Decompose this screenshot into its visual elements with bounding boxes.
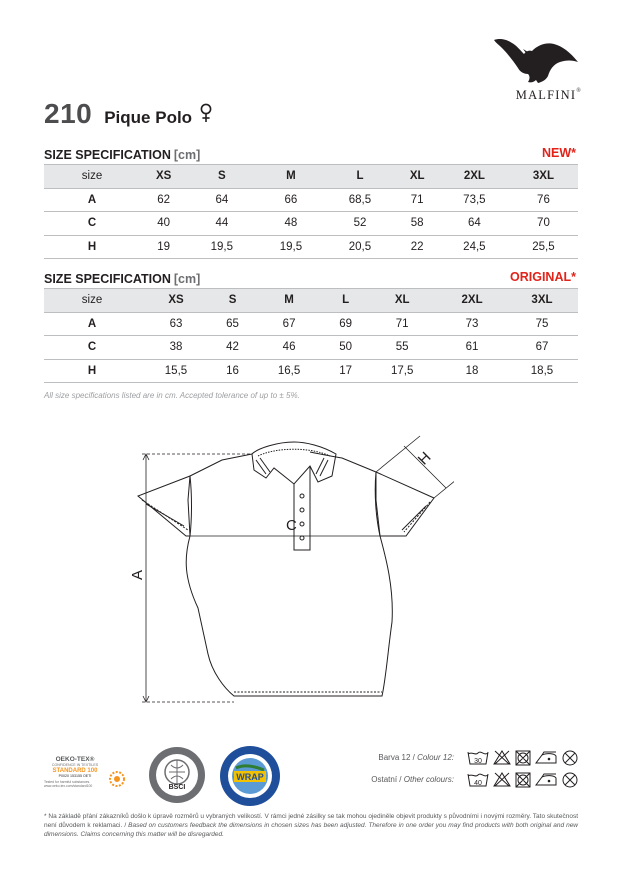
column-header: 3XL (506, 289, 578, 313)
table-row (44, 359, 578, 383)
iron-icon (536, 752, 556, 763)
column-header: XS (140, 289, 212, 313)
table-cell: 75 (506, 312, 578, 336)
table-cell: 16 (212, 359, 253, 383)
spec-unit: [cm] (173, 272, 201, 286)
footnote (44, 812, 578, 840)
row-label: H (44, 235, 140, 259)
polo-collar (252, 442, 336, 484)
column-header: 2XL (438, 289, 506, 313)
table-row (44, 188, 578, 212)
brand-logo (486, 34, 582, 102)
spec-title: SIZE SPECIFICATION (44, 272, 171, 286)
oeko-flower-icon (108, 770, 126, 788)
wrap-label: WRAP (236, 772, 264, 782)
no-dry-clean-icon (563, 751, 577, 765)
bsci-label: BSCI (168, 784, 186, 791)
spec-title: SIZE SPECIFICATION (44, 148, 171, 162)
oeko-standard: STANDARD 100 (52, 768, 98, 774)
table-cell: 64 (187, 188, 256, 212)
table-cell: 48 (256, 212, 325, 236)
care-row-colour-12 (352, 748, 582, 770)
row-label: A (44, 188, 140, 212)
table-header-row (44, 165, 578, 189)
row-label: A (44, 312, 140, 336)
oeko-brand: OEKO-TEX® (55, 756, 95, 763)
tolerance-note: All size specifications listed are in cm. Accepted tolerance of up to ± 5%. (44, 391, 300, 400)
column-header: 3XL (509, 165, 578, 189)
table-cell: 62 (140, 188, 187, 212)
dimension-label-h: H (414, 448, 435, 469)
table-cell: 71 (366, 312, 438, 336)
polo-technical-drawing (124, 418, 454, 710)
wrap-seal-icon (218, 744, 282, 808)
brand-name: MALFINI® (515, 88, 582, 102)
oeko-code: P0020 153155 OETI (58, 774, 92, 778)
column-header: size (44, 165, 140, 189)
table-cell: 19,5 (187, 235, 256, 259)
oeko-tested: Tested for harmful substances. (44, 780, 91, 784)
table-cell: 19 (140, 235, 187, 259)
table-cell: 67 (506, 336, 578, 360)
care-symbols (466, 770, 584, 790)
table-cell: 50 (325, 336, 366, 360)
table-cell: 68,5 (325, 188, 394, 212)
table-cell: 44 (187, 212, 256, 236)
female-symbol-icon (200, 103, 212, 123)
table-cell: 73 (438, 312, 506, 336)
table-cell: 17,5 (366, 359, 438, 383)
eagle-icon (492, 34, 582, 86)
row-label: H (44, 359, 140, 383)
column-header: XS (140, 165, 187, 189)
polo-body-outline (186, 452, 392, 696)
table-cell: 58 (395, 212, 440, 236)
table-cell: 64 (440, 212, 509, 236)
table-cell: 16,5 (253, 359, 325, 383)
care-symbols (466, 748, 584, 768)
no-bleach-icon (494, 773, 510, 786)
no-tumble-dry-icon (516, 751, 530, 765)
table-cell: 63 (140, 312, 212, 336)
table-cell: 69 (325, 312, 366, 336)
column-header: M (256, 165, 325, 189)
table-cell: 38 (140, 336, 212, 360)
column-header: L (325, 165, 394, 189)
column-header: 2XL (440, 165, 509, 189)
table-cell: 71 (395, 188, 440, 212)
table-cell: 20,5 (325, 235, 394, 259)
table-header-row (44, 289, 578, 313)
dimension-label-c: C (286, 517, 297, 534)
row-label: C (44, 336, 140, 360)
oeko-sub: CONFIDENCE IN TEXTILES (51, 763, 99, 767)
table-cell: 22 (395, 235, 440, 259)
svg-text:40: 40 (474, 780, 482, 787)
size-spec-header (44, 270, 578, 288)
table-cell: 67 (253, 312, 325, 336)
certification-logos (44, 744, 324, 816)
footnote-cz: * Na základě přání zákazníků došlo k úpravě rozměrů u vybraných velikostí. V rámci jedné zásilky se tak mohou ojediněle objevit produkty s původními i novými rozměry. Tato skutečnost není důvodem k reklamaci. / (44, 813, 578, 830)
size-spec-new (44, 146, 578, 259)
footnote-en: Based on customers feedback the dimensions in chosen sizes has been adjusted. Therefore in one order you may find products with both original and new dimensions. Claims concerning this matter will be disregarded. (44, 822, 579, 839)
table-cell: 70 (509, 212, 578, 236)
svg-text:30: 30 (474, 758, 482, 765)
size-table (44, 288, 578, 383)
bsci-seal-icon (148, 746, 206, 804)
care-row-other-colours (352, 770, 582, 792)
table-cell: 46 (253, 336, 325, 360)
spec-tag-original: ORIGINAL* (510, 270, 576, 284)
size-table (44, 164, 578, 259)
table-cell: 18,5 (506, 359, 578, 383)
product-title (44, 98, 212, 128)
product-number: 210 (44, 98, 93, 129)
care-label: Ostatní / Other colours: (371, 775, 454, 784)
column-header: size (44, 289, 140, 313)
no-tumble-dry-icon (516, 773, 530, 787)
table-row (44, 312, 578, 336)
table-cell: 61 (438, 336, 506, 360)
table-row (44, 235, 578, 259)
table-cell: 42 (212, 336, 253, 360)
table-cell: 15,5 (140, 359, 212, 383)
column-header: S (212, 289, 253, 313)
table-cell: 40 (140, 212, 187, 236)
table-row (44, 336, 578, 360)
table-cell: 24,5 (440, 235, 509, 259)
table-cell: 19,5 (256, 235, 325, 259)
dimension-label-a: A (129, 569, 146, 580)
column-header: S (187, 165, 256, 189)
table-cell: 17 (325, 359, 366, 383)
bsci-seal (148, 746, 206, 809)
table-cell: 25,5 (509, 235, 578, 259)
table-cell: 65 (212, 312, 253, 336)
oeko-url: www.oeko-tex.com/standard100 (44, 784, 93, 788)
table-cell: 52 (325, 212, 394, 236)
no-dry-clean-icon (563, 773, 577, 787)
spec-unit: [cm] (173, 148, 201, 162)
spec-tag-new: NEW* (541, 146, 576, 160)
iron-icon (536, 774, 556, 785)
column-header: M (253, 289, 325, 313)
row-label: C (44, 212, 140, 236)
care-label: Barva 12 / Colour 12: (378, 753, 454, 762)
table-cell: 73,5 (440, 188, 509, 212)
product-name: Pique Polo (104, 108, 193, 127)
column-header: XL (366, 289, 438, 313)
size-spec-original (44, 270, 578, 383)
oeko-tex-label (44, 756, 128, 808)
column-header: L (325, 289, 366, 313)
care-instructions (352, 748, 582, 792)
table-row (44, 212, 578, 236)
wrap-seal (218, 744, 282, 813)
table-cell: 55 (366, 336, 438, 360)
no-bleach-icon (494, 751, 510, 764)
size-spec-header (44, 146, 578, 164)
column-header: XL (395, 165, 440, 189)
table-cell: 18 (438, 359, 506, 383)
table-cell: 66 (256, 188, 325, 212)
table-cell: 76 (509, 188, 578, 212)
